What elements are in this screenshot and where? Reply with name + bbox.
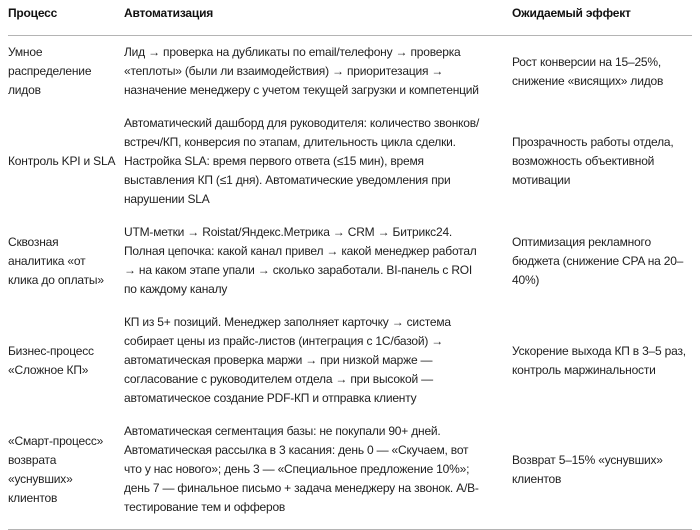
table-row — [8, 306, 692, 415]
table-body — [8, 36, 692, 530]
cell-effect: Рост конверсии на 15–25%, снижение «висящих» лидов — [512, 54, 664, 88]
column-header-process: Процесс — [8, 0, 124, 36]
automation-process-table — [8, 0, 692, 530]
cell-process: Бизнес-процесс «Сложное КП» — [8, 343, 94, 377]
cell-process: Сквозная аналитика «от клика до оплаты» — [8, 234, 104, 287]
cell-process: «Смарт-процесс» возврата «уснувших» клиентов — [8, 415, 124, 530]
cell-process: Умное распределение лидов — [8, 45, 92, 97]
cell-automation: Автоматическая сегментация базы: не покупали 90+ дней. Автоматическая рассылка в 3 касания: день 0 — «Скучаем, вот что у нас нового»; день 3 — «Специальное предложение 10%»; день 7 — финальное письмо + задача менеджеру на звонок. A/B-тестирование тем и офферов — [124, 415, 512, 530]
cell-effect: Возврат 5–15% «уснувших» клиентов — [512, 415, 692, 530]
cell-effect: Ускорение выхода КП в 3–5 раз, контроль маржинальности — [512, 343, 686, 377]
table-row — [8, 216, 692, 306]
column-header-effect: Ожидаемый эффект — [512, 0, 692, 36]
cell-process: Контроль KPI и SLA — [8, 154, 116, 168]
table-row — [8, 107, 692, 216]
cell-automation: UTM-метки → Roistat/Яндекс.Метрика → CRM → Битрикс24. Полная цепочка: какой канал привел → какой менеджер работал → на каком этапе упали → сколько заработали. BI-панель с ROI по каждому каналу — [124, 225, 477, 296]
table-header — [8, 0, 692, 36]
cell-effect: Прозрачность работы отдела, возможность объективной мотивации — [512, 135, 674, 187]
cell-automation: Лид → проверка на дубликаты по email/телефону → проверка «теплоты» (были ли взаимодействия) → приоритезация → назначение менеджеру с учетом текущей загрузки и компетенций — [124, 45, 479, 97]
table-row — [8, 36, 692, 108]
cell-effect: Оптимизация рекламного бюджета (снижение CPA на 20–40%) — [512, 234, 684, 287]
cell-automation: КП из 5+ позиций. Менеджер заполняет карточку → система собирает цены из прайс-листов (интеграция с 1С/базой) → автоматическая проверка маржи → при низкой марже — согласование с руководителем отдела → при высокой — автоматическое создание PDF-КП и отправка клиенту — [124, 315, 451, 405]
cell-automation: Автоматический дашборд для руководителя: количество звонков/встреч/КП, конверсия по этапам, длительность цикла сделки. Настройка SLA: время первого ответа (≤15 мин), время выставления КП (≤1 дня). Автоматические уведомления при нарушении SLA — [124, 116, 480, 206]
header-row — [8, 0, 692, 36]
table-row — [8, 415, 692, 530]
column-header-automation: Автоматизация — [124, 0, 512, 36]
